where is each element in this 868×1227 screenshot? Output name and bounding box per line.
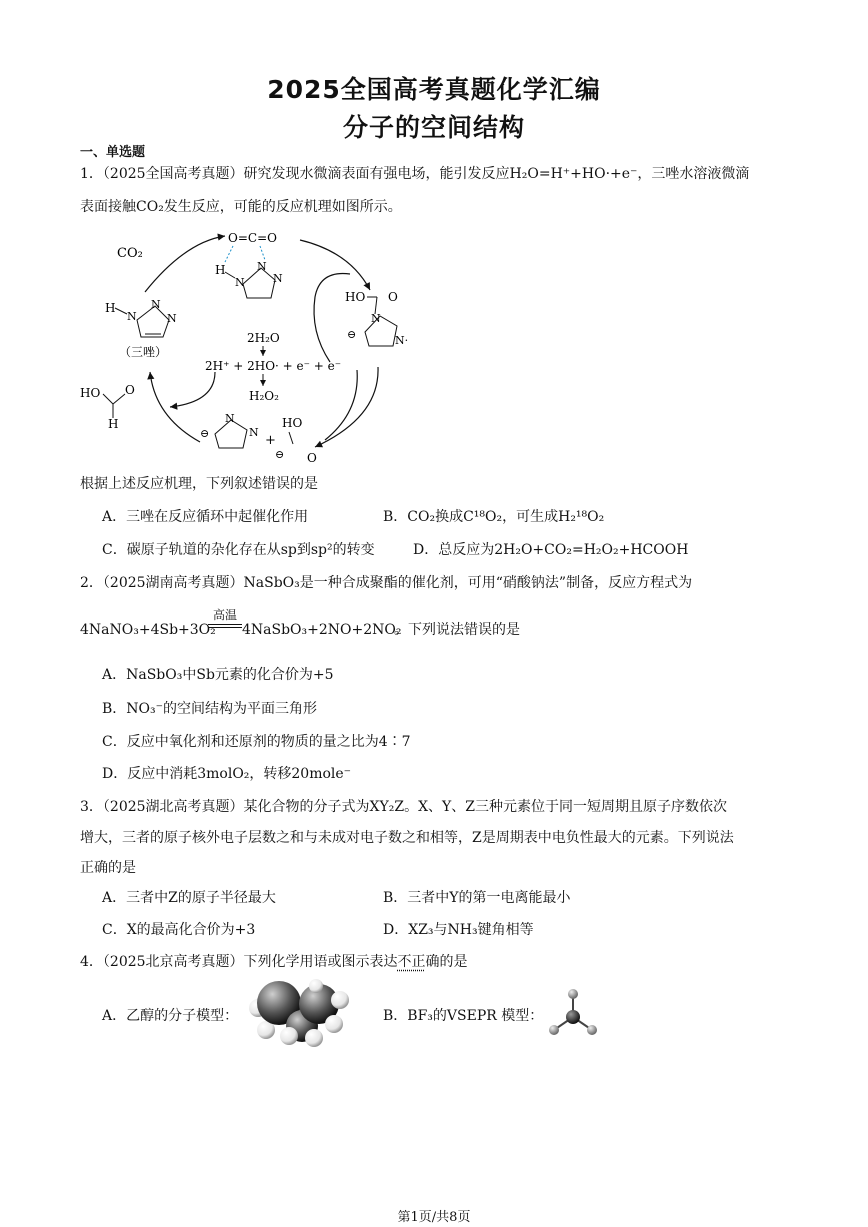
q3-stem-line3: 正确的是 [80, 860, 136, 876]
svg-text:O: O [388, 290, 398, 304]
svg-text:⊖: ⊖ [275, 448, 285, 461]
q4-stem-pre: 4．（2025北京高考真题）下列化学用语或图示表达 [80, 954, 398, 970]
reaction-mechanism-diagram [75, 222, 420, 470]
q4-stem [80, 952, 468, 972]
svg-text:N: N [167, 312, 177, 325]
svg-text:N: N [235, 276, 245, 289]
cycle-arrow-2 [300, 240, 370, 290]
q2-option-a[interactable]: A．NaSbO₃中Sb元素的化合价为+5 [102, 667, 334, 683]
svg-text:HO: HO [345, 290, 366, 304]
q1-prompt: 根据上述反应机理，下列叙述错误的是 [80, 476, 318, 492]
cycle-arrow-1 [145, 236, 225, 292]
formic-acid-molecule [80, 383, 135, 431]
triazolide-anion [200, 412, 259, 448]
q2-equation-condition: 高温 [212, 608, 237, 622]
svg-text:O: O [125, 383, 135, 397]
svg-text:N: N [225, 412, 235, 425]
inner-arrow-3 [325, 370, 357, 440]
q3-option-b[interactable]: B．三者中Y的第一电离能最小 [383, 890, 571, 906]
q4-option-b[interactable]: B．BF₃的VSEPR 模型： [383, 1008, 544, 1024]
co2-label: CO₂ [117, 246, 143, 261]
svg-text:N: N [151, 298, 161, 311]
q1-option-a[interactable]: A．三唑在反应循环中起催化作用 [102, 509, 309, 525]
inner-arrow-1 [314, 273, 350, 362]
q2-equation-right: 4NaSbO₃+2NO+2NO₂ [242, 622, 402, 638]
q4-stem-post: 确的是 [425, 954, 468, 970]
triazole-complex-top [215, 260, 283, 298]
q3-option-c[interactable]: C．X的最高化合价为+3 [102, 922, 256, 938]
svg-text:N: N [257, 260, 267, 273]
svg-text:N: N [371, 312, 381, 325]
svg-text:HO: HO [80, 386, 101, 400]
q1-option-d[interactable]: D．总反应为2H₂O+CO₂=H₂O₂+HCOOH [413, 542, 689, 558]
inner-arrow-2 [170, 372, 215, 407]
q3-option-a[interactable]: A．三者中Z的原子半径最大 [102, 890, 276, 906]
cycle-arrow-4 [150, 372, 200, 442]
page-subtitle: 分子的空间结构 [342, 113, 525, 142]
formate-anion [275, 416, 317, 465]
center-equation: 2H⁺ + 2HO· + e⁻ + e⁻ [205, 359, 342, 373]
q1-stem-line1: 1．（2025全国高考真题）研究发现水微滴表面有强电场，能引发反应H₂O=H⁺+HO·+e⁻，三唑水溶液微滴 [80, 166, 750, 182]
page-footer: 第1页/共8页 [397, 1210, 471, 1225]
q3-stem-line2: 增大，三者的原子核外电子层数之和与未成对电子数之和相等，Z是周期表中电负性最大的元素。下列说法 [80, 830, 734, 846]
q2-option-c[interactable]: C．反应中氧化剂和还原剂的物质的量之比为4∶7 [102, 734, 411, 750]
q2-equation-bar-2 [208, 627, 242, 628]
svg-text:N: N [249, 426, 259, 439]
triazole-label: （三唑） [119, 345, 168, 359]
q1-stem-line2: 表面接触CO₂发生反应，可能的反应机理如图所示。 [80, 199, 402, 215]
bf3-vsepr-model [544, 986, 602, 1038]
svg-text:N: N [127, 310, 137, 323]
q1-option-c[interactable]: C．碳原子轨道的杂化存在从sp到sp²的转变 [102, 542, 375, 558]
q2-equation-tail: 。下列说法错误的是 [394, 622, 520, 638]
carboxyl-triazole-radical [345, 290, 408, 347]
svg-text:H: H [108, 417, 119, 431]
svg-text:N·: N· [395, 334, 409, 347]
q2-stem: 2．（2025湖南高考真题）NaSbO₃是一种合成聚酯的催化剂，可用“硝酸钠法”制备，反应方程式为 [80, 575, 693, 591]
svg-text:HO: HO [282, 416, 303, 430]
q3-option-d[interactable]: D．XZ₃与NH₃键角相等 [383, 922, 534, 938]
svg-text:H: H [105, 301, 116, 315]
svg-text:⊖: ⊖ [200, 427, 210, 440]
svg-text:H: H [215, 263, 226, 277]
q3-stem-line1: 3．（2025湖北高考真题）某化合物的分子式为XY₂Z。X、Y、Z三种元素位于同一短周期且原子序数依次 [80, 799, 728, 815]
q2-equation-bar [208, 624, 242, 625]
page-title: 2025全国高考真题化学汇编 [267, 75, 601, 104]
section-heading: 一、单选题 [80, 145, 146, 160]
q2-option-d[interactable]: D．反应中消耗3molO₂，转移20mole⁻ [102, 766, 352, 782]
triazole-molecule [105, 298, 177, 337]
q2-option-b[interactable]: B．NO₃⁻的空间结构为平面三角形 [102, 701, 318, 717]
svg-text:+: + [265, 433, 276, 448]
svg-text:O: O [307, 451, 317, 465]
cycle-arrow-3 [315, 367, 378, 447]
svg-text:⊖: ⊖ [347, 328, 357, 341]
center-water: 2H₂O [247, 331, 280, 345]
h2o2-label: H₂O₂ [249, 389, 279, 403]
o-c-o-label: O=C=O [228, 231, 277, 245]
q4-stem-emphasis: 不正 [397, 954, 426, 970]
q4-option-a[interactable]: A．乙醇的分子模型： [102, 1008, 239, 1024]
svg-text:N: N [273, 272, 283, 285]
ethanol-space-filling-model [244, 978, 356, 1048]
q1-option-b[interactable]: B．CO₂换成C¹⁸O₂，可生成H₂¹⁸O₂ [383, 509, 605, 525]
q2-equation-left: 4NaNO₃+4Sb+3O₂ [80, 622, 216, 638]
